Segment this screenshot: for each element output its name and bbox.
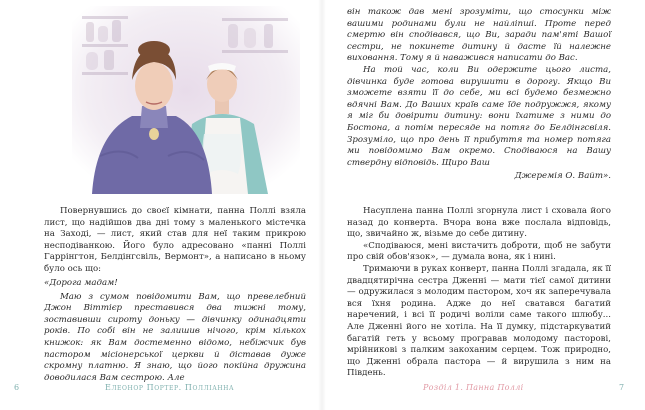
right-page: [323, 0, 645, 410]
paragraph-text: Насуплена панна Поллі згорнула лист і сховала його назад до конверта. Вчора вона вже послала відповідь, що, звичайно ж, візьме до себе дитину.: [347, 206, 611, 240]
illustration-image: [72, 6, 300, 194]
letter-greeting: «Дорога мадам!: [44, 278, 118, 288]
running-title-right: Розділ 1. Панна Поллі: [423, 383, 524, 392]
paragraph-text: Тримаючи в руках конверт, панна Поллі згадала, як її двадцятирічна сестра Дженні — мати тієї самої дитини — одружилася з молодим пастором, хоч як заперечувала вся їхня родина. Адже до неї сватався багатий наречений, і всі її родичі воліли саме такого шлюбу... Але Дженні його не хотіла. На її думку, підстаркуватий багатій геть у всьому програвав молодому пасторові, мрійникові з палким закоханим серцем. Тож природно, що Дженні обрала пастора — й вирушила з ним на Південь.: [347, 263, 611, 379]
paragraph-text: Повернувшись до своєї кімнати, панна Поллі взяла лист, що надійшов два дні тому з маленького містечка на Заході, — лист, який став для неї таким прикрою несподіванкою. Його було адресовано «панні Поллі Гаррінгтон, Белдінгсвіль, Вермонт», а написано в ньому було ось що:: [44, 206, 306, 274]
letter-body: Маю з сумом повідомити Вам, що превелебний Джон Віттієр преставився два тижні тому, зоставивши сироту доньку — дівчинку одинадцяти років. По собі він не залишив нічого, крім кількох книжок: як Вам достеменно відомо, небіжчик був пастором місіонерської церкви й діставав дуже скромну платню. Я знаю, що його покійна дружина доводилася Вам сестрою. Але: [44, 291, 306, 383]
right-paragraphs: [347, 206, 611, 380]
running-title-left: Елеонор Портер. Полліанна: [105, 383, 235, 392]
illustration-miss-polly-and-maid: [72, 6, 300, 194]
page-number-right: 7: [619, 383, 625, 392]
letter-start: [44, 278, 306, 384]
left-page: [0, 0, 322, 410]
letter-paragraph: він також дав мені зрозуміти, що стосунки між вашими родинами були не найліпші. Проте перед смертю він сподівався, що Ви, заради пам'яті Вашої сестри, не покинете дитину й дасте їй належне виховання. Тому я й наважився написати до Вас.: [347, 7, 611, 64]
left-paragraph: [44, 206, 306, 276]
page-number-left: 6: [14, 383, 20, 392]
letter-paragraph: На той час, коли Ви одержите цього листа, дівчинка буде готова вирушити в дорогу. Якщо Ви зможете взяти її до себе, ми всі будемо безмежно вдячні Вам. До Ваших країв саме їде подружжя, якому я міг би довірити дитину: вони їхатиме з ними до Бостона, а потім пересяде на потяг до Белдінгсвіля. Зрозуміло, що про день її прибуття та номер потяга ми повідомимо Вам окремо. Сподіваюся на Вашу ствердну відповідь. Щиро Ваш: [347, 64, 611, 168]
paragraph-text: «Сподіваюся, мені вистачить доброти, щоб не забути про свій обов'язок», — думала вона, як і нині.: [347, 240, 611, 263]
letter-signature: Джеремія О. Вайт».: [514, 171, 611, 182]
letter-continued: [347, 7, 611, 183]
